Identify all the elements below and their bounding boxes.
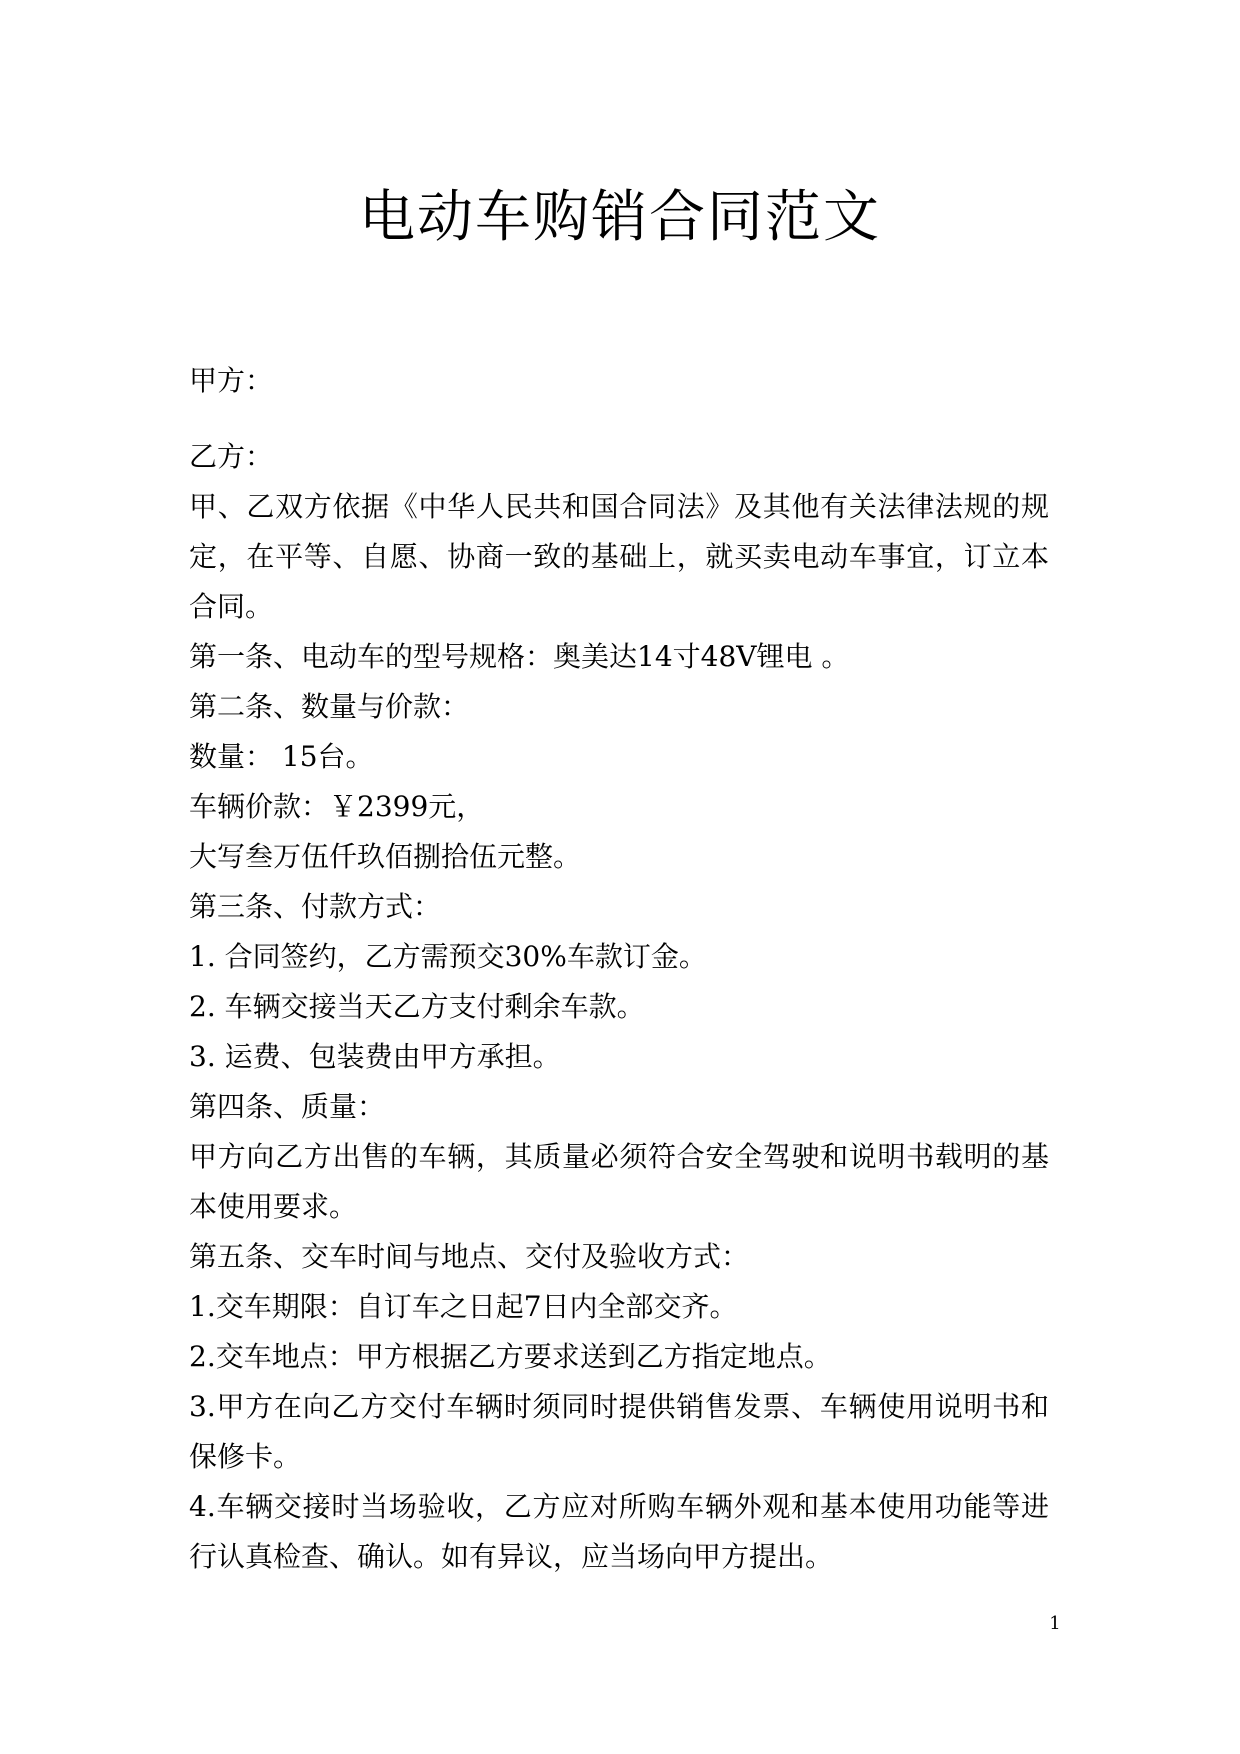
article-5-heading: 第五条、交车时间与地点、交付及验收方式： bbox=[189, 1240, 750, 1273]
delivery-item: 4.车辆交接时当场验收，乙方应对所购车辆外观和基本使用功能等进行认真检查、确认。如有异议，应当场向甲方提出。 bbox=[189, 1490, 1049, 1573]
article-3-heading: 第三条、付款方式： bbox=[189, 890, 442, 923]
price-in-words: 大写叁万伍仟玖佰捌拾伍元整。 bbox=[189, 840, 582, 873]
page-number: 1 bbox=[1049, 1613, 1061, 1634]
delivery-item: 1.交车期限：自订车之日起7日内全部交齐。 bbox=[189, 1290, 738, 1323]
article-4-heading: 第四条、质量： bbox=[189, 1090, 386, 1123]
price-line: 车辆价款：￥2399元， bbox=[189, 790, 485, 823]
delivery-item: 3.甲方在向乙方交付车辆时须同时提供销售发票、车辆使用说明书和保修卡。 bbox=[189, 1390, 1049, 1473]
payment-item: 1. 合同签约，乙方需预交30%车款订金。 bbox=[189, 940, 707, 973]
quality-text: 甲方向乙方出售的车辆，其质量必须符合安全驾驶和说明书载明的基本使用要求。 bbox=[189, 1140, 1049, 1223]
party-b-label: 乙方： bbox=[189, 440, 274, 473]
document-title: 电动车购销合同范文 bbox=[359, 185, 881, 250]
party-a-label: 甲方： bbox=[189, 364, 274, 397]
contract-body bbox=[189, 356, 1049, 1582]
payment-item: 2. 车辆交接当天乙方支付剩余车款。 bbox=[189, 990, 645, 1023]
article-1: 第一条、电动车的型号规格：奥美达14寸48V锂电 。 bbox=[189, 640, 850, 673]
contract-intro: 甲、乙双方依据《中华人民共和国合同法》及其他有关法律法规的规定，在平等、自愿、协商一致的基础上，就买卖电动车事宜，订立本合同。 bbox=[189, 490, 1049, 623]
quantity-line: 数量： 15台。 bbox=[189, 740, 374, 773]
delivery-item: 2.交车地点：甲方根据乙方要求送到乙方指定地点。 bbox=[189, 1340, 832, 1373]
payment-item: 3. 运费、包装费由甲方承担。 bbox=[189, 1040, 561, 1073]
article-2-heading: 第二条、数量与价款： bbox=[189, 690, 470, 723]
paragraph-gap bbox=[189, 406, 1049, 432]
